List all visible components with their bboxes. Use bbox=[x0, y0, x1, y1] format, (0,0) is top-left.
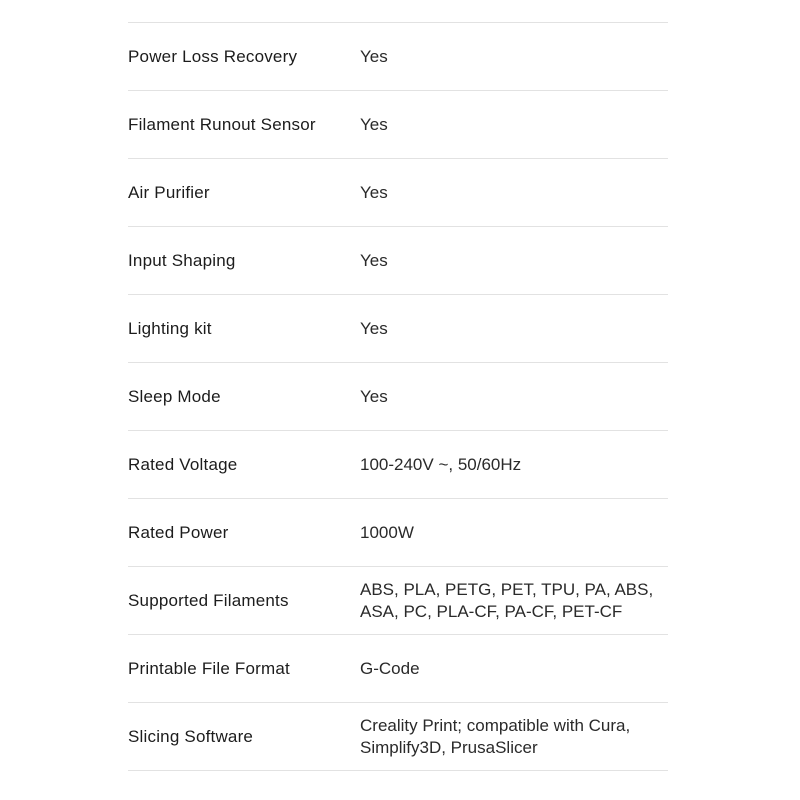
spec-row-supported-filaments bbox=[128, 567, 668, 635]
spec-label: Rated Voltage bbox=[128, 454, 238, 474]
spec-row-air-purifier bbox=[128, 159, 668, 227]
spec-value: ABS, PLA, PETG, PET, TPU, PA, ABS, ASA, PC, PLA-CF, PA-CF, PET-CF bbox=[360, 579, 654, 621]
spec-label: Slicing Software bbox=[128, 726, 254, 746]
spec-label: Air Purifier bbox=[128, 182, 210, 202]
spec-label: Sleep Mode bbox=[128, 386, 221, 406]
spec-value: G-Code bbox=[360, 658, 420, 678]
spec-table bbox=[128, 22, 668, 771]
spec-value: Yes bbox=[360, 182, 388, 202]
spec-row-rated-power bbox=[128, 499, 668, 567]
spec-value: Yes bbox=[360, 386, 388, 406]
spec-label: Supported Filaments bbox=[128, 590, 289, 610]
spec-row-input-shaping bbox=[128, 227, 668, 295]
spec-row-filament-runout-sensor bbox=[128, 91, 668, 159]
spec-value: 100-240V ~, 50/60Hz bbox=[360, 454, 522, 474]
spec-row-power-loss-recovery bbox=[128, 23, 668, 91]
spec-row-lighting-kit bbox=[128, 295, 668, 363]
spec-label: Input Shaping bbox=[128, 250, 236, 270]
spec-value: 1000W bbox=[360, 522, 414, 542]
spec-row-printable-file-format bbox=[128, 635, 668, 703]
spec-label: Power Loss Recovery bbox=[128, 46, 298, 66]
spec-value: Creality Print; compatible with Cura, Simplify3D, PrusaSlicer bbox=[360, 715, 631, 757]
spec-label: Printable File Format bbox=[128, 658, 290, 678]
spec-label: Filament Runout Sensor bbox=[128, 114, 316, 134]
spec-value: Yes bbox=[360, 114, 388, 134]
spec-row-rated-voltage bbox=[128, 431, 668, 499]
spec-label: Rated Power bbox=[128, 522, 229, 542]
spec-row-slicing-software bbox=[128, 703, 668, 771]
spec-value: Yes bbox=[360, 250, 388, 270]
spec-value: Yes bbox=[360, 318, 388, 338]
spec-row-sleep-mode bbox=[128, 363, 668, 431]
spec-label: Lighting kit bbox=[128, 318, 212, 338]
spec-value: Yes bbox=[360, 46, 388, 66]
